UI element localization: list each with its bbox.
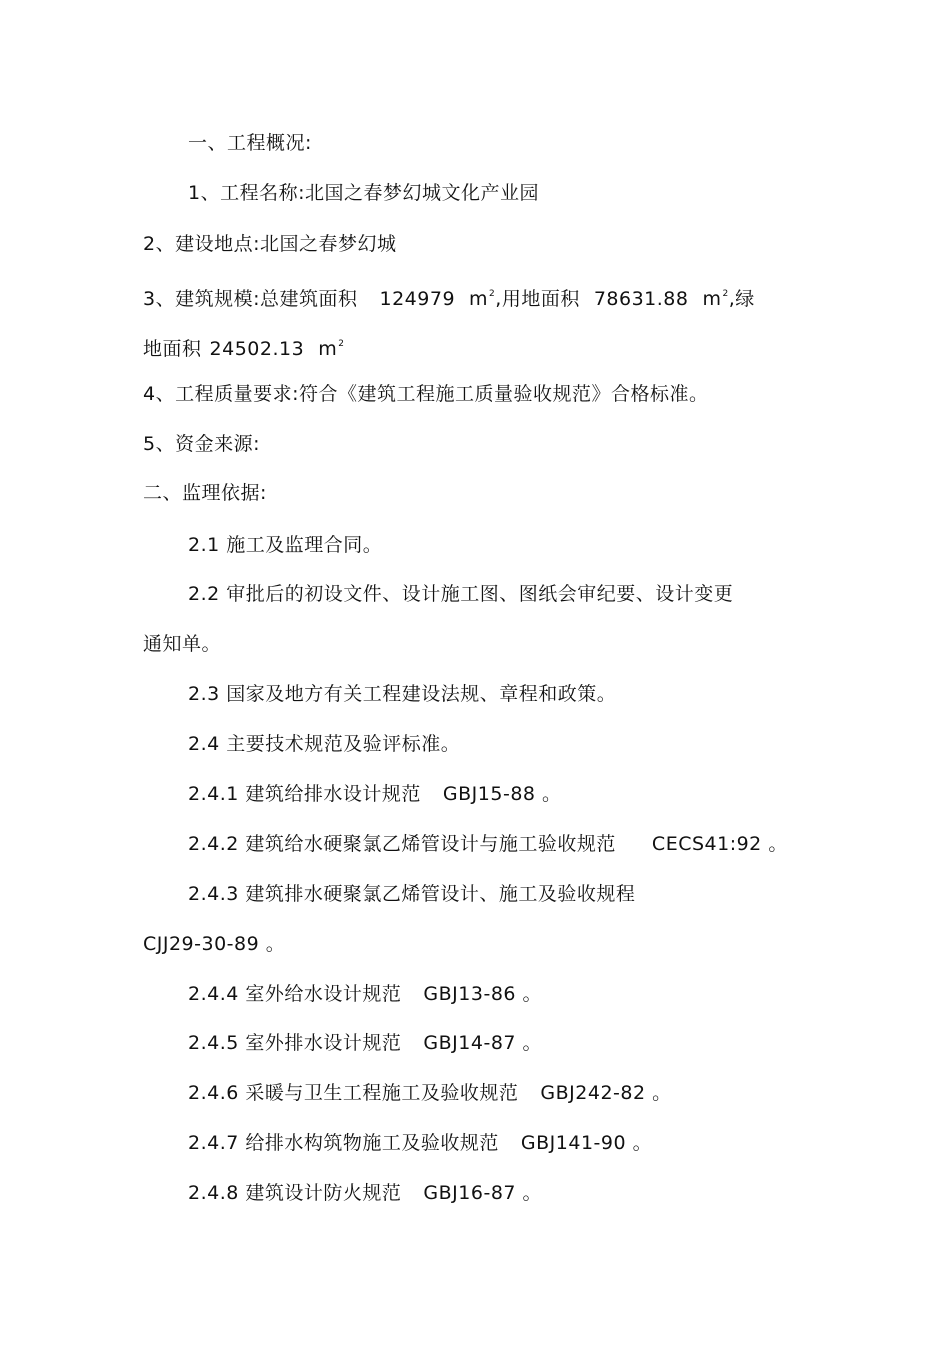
construction-site-line: 2、建设地点:北国之春梦幻城 [143,233,397,255]
funding-source-line: 5、资金来源: [143,433,260,455]
standard-title: 建筑给排水设计规范 [245,783,421,805]
green-area-unit: m [318,338,338,360]
standard-number: 2.4.8 [188,1182,239,1204]
basis-item [188,681,616,707]
standard-code: CJJ29-30-89 [143,933,260,955]
basis-item-continuation: 通知单。 [143,633,222,655]
basis-text: 主要技术规范及验评标准。 [226,733,461,755]
area-unit: m [469,288,489,310]
standard-item [188,781,562,807]
standard-code: GBJ141-90 [520,1132,627,1154]
standard-end: 。 [522,1032,543,1054]
standard-end: 。 [522,1182,543,1204]
standard-item-continuation [143,931,285,957]
standard-item [188,1080,672,1106]
basis-number: 2.2 [188,583,220,605]
area-unit-exponent: 2 [489,289,496,299]
standard-end: 。 [522,983,543,1005]
green-area-unit-exponent: 2 [338,339,345,349]
standard-number: 2.4.3 [188,883,239,905]
standard-end: 。 [265,933,286,955]
basis-text: 国家及地方有关工程建设法规、章程和政策。 [226,683,617,705]
standard-code: GBJ14-87 [423,1032,516,1054]
standard-item [188,1180,542,1206]
standard-title: 室外排水设计规范 [245,1032,402,1054]
basis-item [188,581,733,607]
green-area-value: 24502.13 [209,338,305,360]
standard-number: 2.4.7 [188,1132,239,1154]
basis-item [188,731,460,757]
building-scale-line [143,281,755,312]
standard-title: 给排水构筑物施工及验收规范 [245,1132,499,1154]
section-1-heading: 一、工程概况: [188,132,312,154]
standard-code: CECS41:92 [651,833,762,855]
land-area-unit-exponent: 2 [722,289,729,299]
green-area-prefix: 地面积 [143,338,202,360]
standard-title: 建筑设计防火规范 [245,1182,402,1204]
scale-prefix: 3、建筑规模:总建筑面积 [143,288,358,310]
land-area-value: 78631.88 [593,288,689,310]
standard-end: 。 [632,1132,653,1154]
basis-item [188,532,382,558]
standard-item [188,831,788,857]
standard-number: 2.4.5 [188,1032,239,1054]
scale-tail: ,绿 [728,288,755,310]
total-area-value: 124979 [379,288,456,310]
basis-number: 2.4 [188,733,220,755]
standard-title: 室外给水设计规范 [245,983,402,1005]
standard-code: GBJ13-86 [423,983,516,1005]
standard-end: 。 [768,833,788,855]
standard-number: 2.4.4 [188,983,239,1005]
basis-number: 2.3 [188,683,220,705]
standard-number: 2.4.6 [188,1082,239,1104]
land-area-unit: m [702,288,722,310]
basis-number: 2.1 [188,534,220,556]
project-name-line: 1、工程名称:北国之春梦幻城文化产业园 [188,182,539,204]
basis-text: 施工及监理合同。 [226,534,383,556]
standard-end: 。 [652,1082,672,1104]
basis-text: 审批后的初设文件、设计施工图、图纸会审纪要、设计变更 [226,583,734,605]
scale-mid: ,用地面积 [495,288,580,310]
standard-code: GBJ242-82 [540,1082,646,1104]
green-area-line [143,331,344,362]
standard-number: 2.4.1 [188,783,239,805]
standard-item [188,1030,542,1056]
section-2-heading: 二、监理依据: [143,482,267,504]
standard-item [188,981,542,1007]
standard-number: 2.4.2 [188,833,239,855]
standard-title: 采暖与卫生工程施工及验收规范 [245,1082,519,1104]
standard-item [188,1130,652,1156]
standard-code: GBJ16-87 [423,1182,516,1204]
standard-item [188,881,635,907]
standard-title: 建筑给水硬聚氯乙烯管设计与施工验收规范 [245,833,616,855]
standard-end: 。 [542,783,562,805]
standard-title: 建筑排水硬聚氯乙烯管设计、施工及验收规程 [245,883,636,905]
quality-requirement-line: 4、工程质量要求:符合《建筑工程施工质量验收规范》合格标准。 [143,383,709,405]
standard-code: GBJ15-88 [442,783,536,805]
